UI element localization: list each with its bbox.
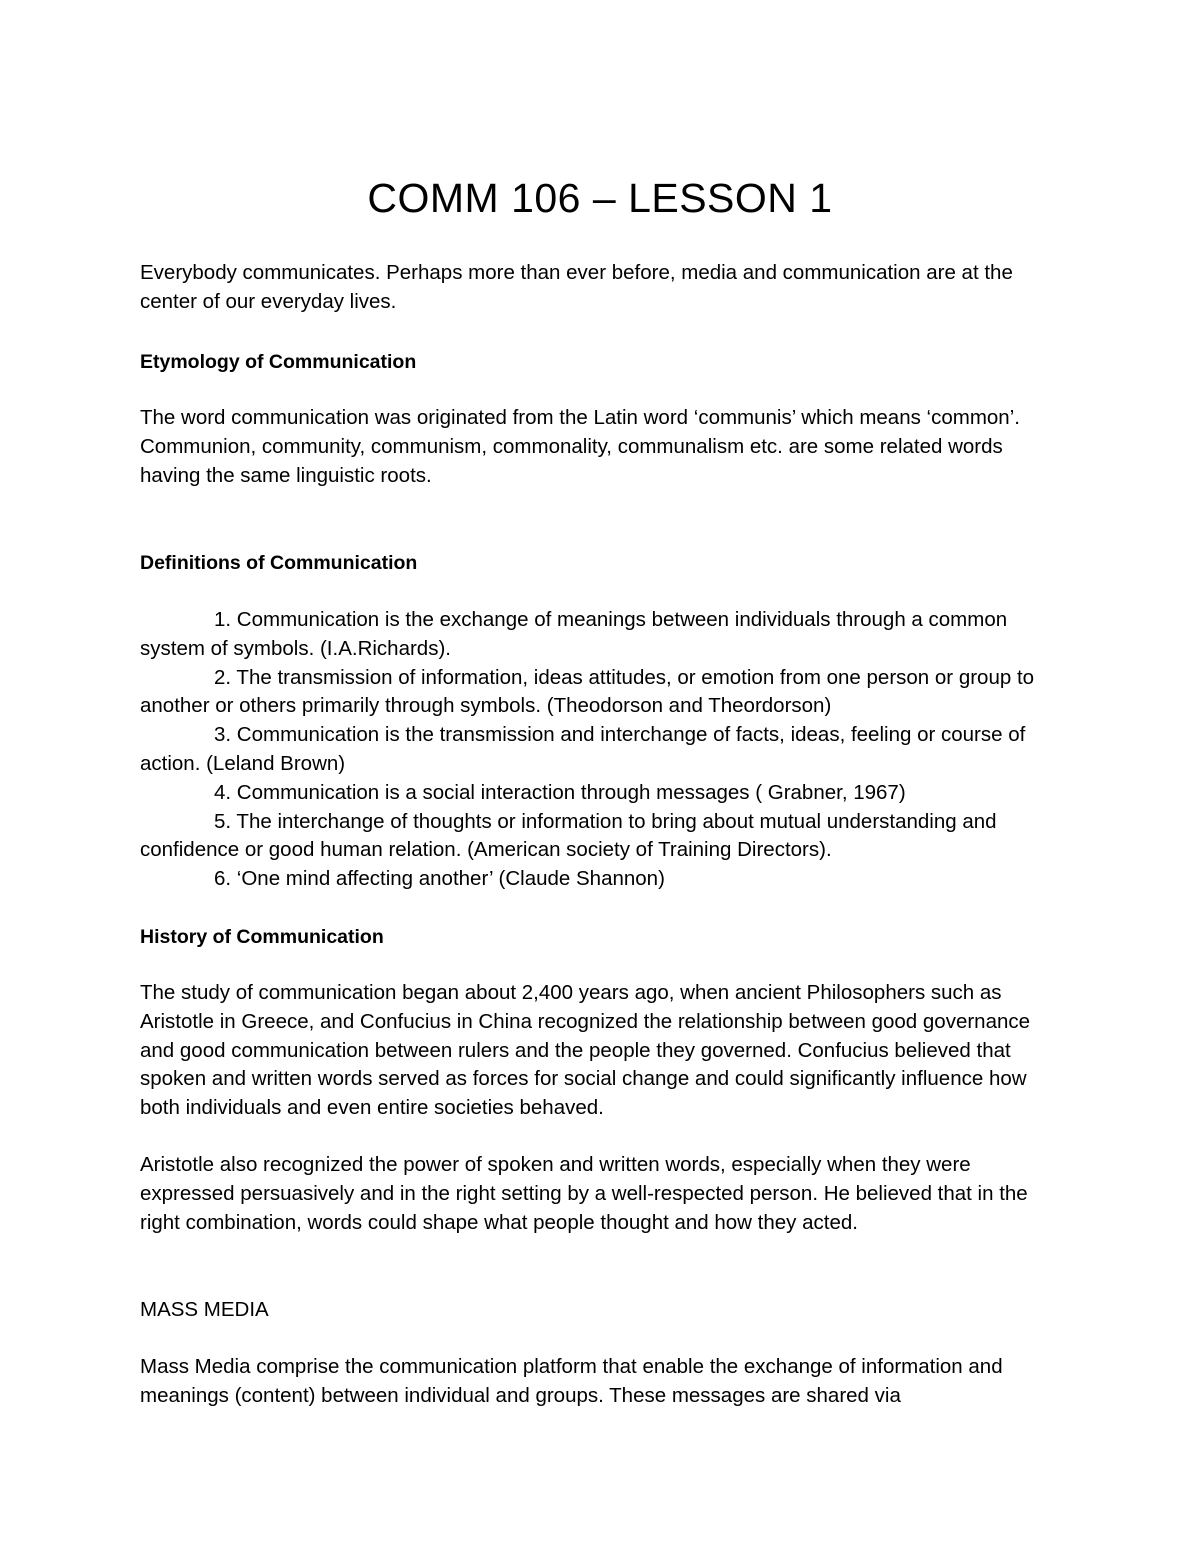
etymology-heading: Etymology of Communication [140, 351, 417, 373]
page-title: COMM 106 – LESSON 1 [367, 175, 833, 222]
history-paragraph-1: The study of communication began about 2,400 years ago, when ancient Philosophers such as Aristotle in Greece, and Confucius in China recognized the relationship between good governance and good communication between rulers and the people they governed. Confucius believed that spoken and written words served as forces for social change and could significantly influence how both individuals and even entire societies behaved. [140, 981, 1031, 1120]
list-item: 6. ‘One mind affecting another’ (Claude Shannon) [214, 867, 665, 891]
history-paragraph-2: Aristotle also recognized the power of spoken and written words, especially when they were expressed persuasively and in the right setting by a well-respected person. He believed that in the right combination, words could shape what people thought and how they acted. [140, 1153, 1028, 1234]
definitions-list [140, 606, 1060, 894]
mass-media-paragraph: Mass Media comprise the communication platform that enable the exchange of information and meanings (content) between individual and groups. These messages are shared via [140, 1355, 1003, 1407]
history-heading: History of Communication [140, 926, 384, 948]
list-item: 4. Communication is a social interaction through messages ( Grabner, 1967) [214, 780, 906, 804]
definitions-heading: Definitions of Communication [140, 552, 418, 574]
etymology-paragraph: The word communication was originated from the Latin word ‘communis’ which means ‘common’. Communion, community, communism, commonality, communalism etc. are some related words having the same linguistic roots. [140, 406, 1020, 487]
intro-paragraph: Everybody communicates. Perhaps more than ever before, media and communication are at the center of our everyday lives. [140, 261, 1013, 313]
mass-media-heading: MASS MEDIA [140, 1298, 269, 1321]
list-item: 1. Communication is the exchange of meanings between individuals through a common system of symbols. (I.A.Richards). [140, 608, 1008, 660]
list-item: 5. The interchange of thoughts or information to bring about mutual understanding and confidence or good human relation. (American society of Training Directors). [140, 809, 997, 862]
list-item: 2. The transmission of information, ideas attitudes, or emotion from one person or group to another or others primarily through symbols. (Theodorson and Theordorson) [140, 665, 1035, 718]
list-item: 3. Communication is the transmission and interchange of facts, ideas, feeling or course of action. (Leland Brown) [140, 723, 1026, 775]
